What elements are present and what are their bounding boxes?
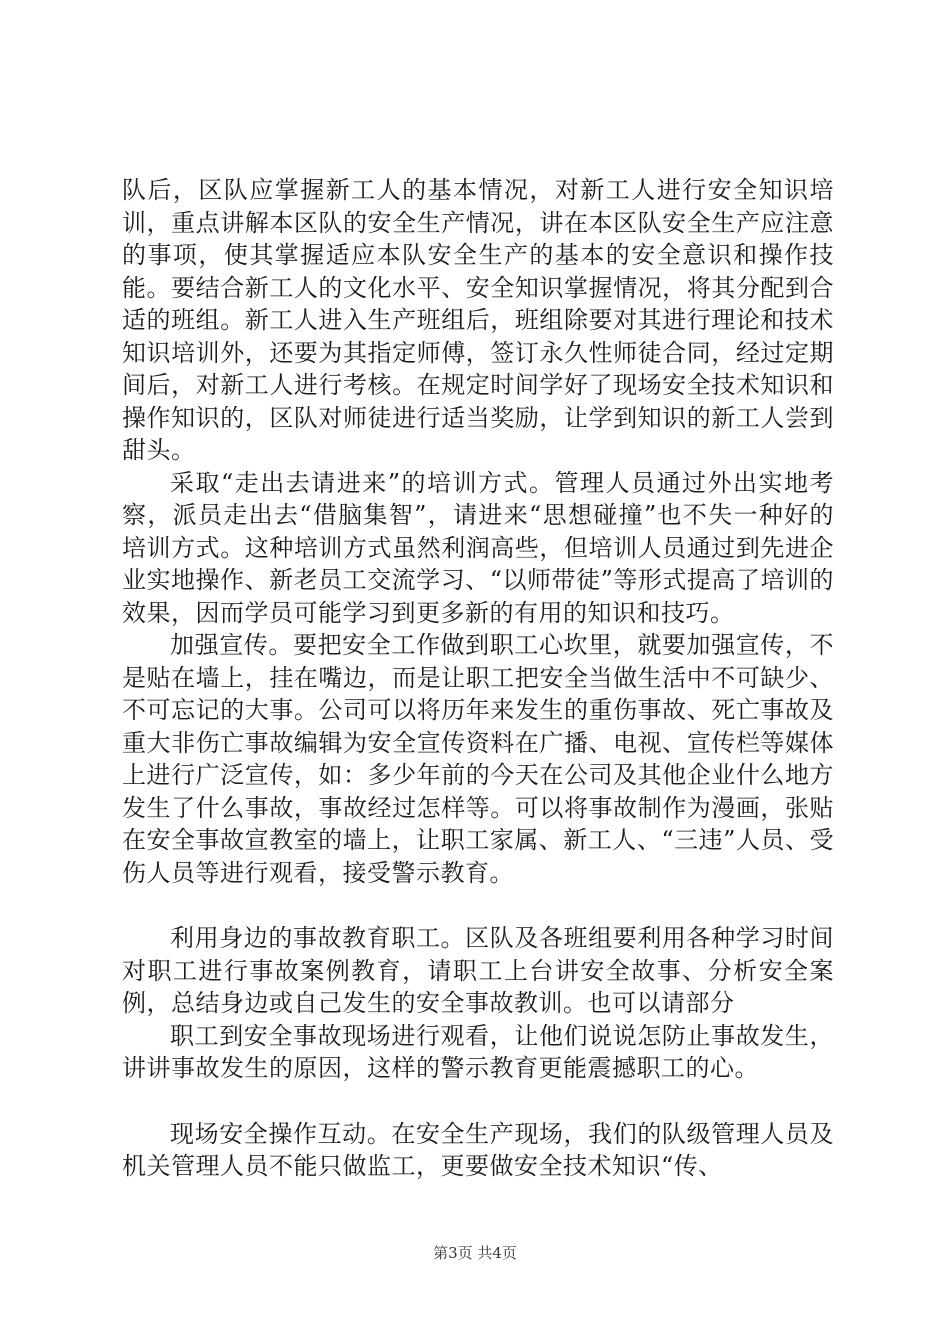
paragraph-strengthen-publicity: 加强宣传。要把安全工作做到职工心坎里，就要加强宣传，不是贴在墙上，挂在嘴边，而是让职工把安全当做生活中不可缺少、不可忘记的大事。公司可以将历年来发生的重伤事故、死亡事故及重大非伤亡事故编辑为安全宣传资料在广播、电视、宣传栏等媒体上进行广泛宣传，如：多少年前的今天在公司及其他企业什么地方发生了什么事故，事故经过怎样等。可以将事故制作为漫画，张贴在安全事故宣教室的墙上，让职工家属、新工人、“三违”人员、受伤人员等进行观看，接受警示教育。 bbox=[122, 631, 834, 887]
paragraph-gap bbox=[122, 889, 834, 922]
paragraph-go-out-bring-in: 采取“走出去请进来”的培训方式。管理人员通过外出实地考察，派员走出去“借脑集智”，请进来“思想碰撞”也不失一种好的培训方式。这种培训方式虽然利润高些，但培训人员通过到先进企业实地操作、新老员工交流学习、“以师带徒”等形式提高了培训的效果，因而学员可能学习到更多新的有用的知识和技巧。 bbox=[122, 468, 834, 627]
paragraph-accident-site-visit: 职工到安全事故现场进行观看，让他们说说怎防止事故发生，讲讲事故发生的原因，这样的警示教育更能震撼职工的心。 bbox=[122, 1021, 834, 1082]
paragraph-gap bbox=[122, 1085, 834, 1118]
document-body bbox=[122, 174, 834, 1183]
paragraph-accident-education: 利用身边的事故教育职工。区队及各班组要利用各种学习时间对职工进行事故案例教育，请职工上台讲安全故事、分析安全案例，总结身边或自己发生的安全事故教训。也可以请部分 bbox=[122, 924, 834, 1017]
paragraph-new-worker-training: 队后，区队应掌握新工人的基本情况，对新工人进行安全知识培训，重点讲解本区队的安全生产情况，讲在本区队安全生产应注意的事项，使其掌握适应本队安全生产的基本的安全意识和操作技能。要结合新工人的文化水平、安全知识掌握情况，将其分配到合适的班组。新工人进入生产班组后，班组除要对其进行理论和技术知识培训外，还要为其指定师傅，签订永久性师徒合同，经过定期间后，对新工人进行考核。在规定时间学好了现场安全技术知识和操作知识的，区队对师徒进行适当奖励，让学到知识的新工人尝到甜头。 bbox=[122, 176, 834, 464]
page-number-footer: 第3页 共4页 bbox=[433, 1244, 517, 1262]
paragraph-onsite-interaction: 现场安全操作互动。在安全生产现场，我们的队级管理人员及机关管理人员不能只做监工，更要做安全技术知识“传、 bbox=[122, 1119, 834, 1180]
